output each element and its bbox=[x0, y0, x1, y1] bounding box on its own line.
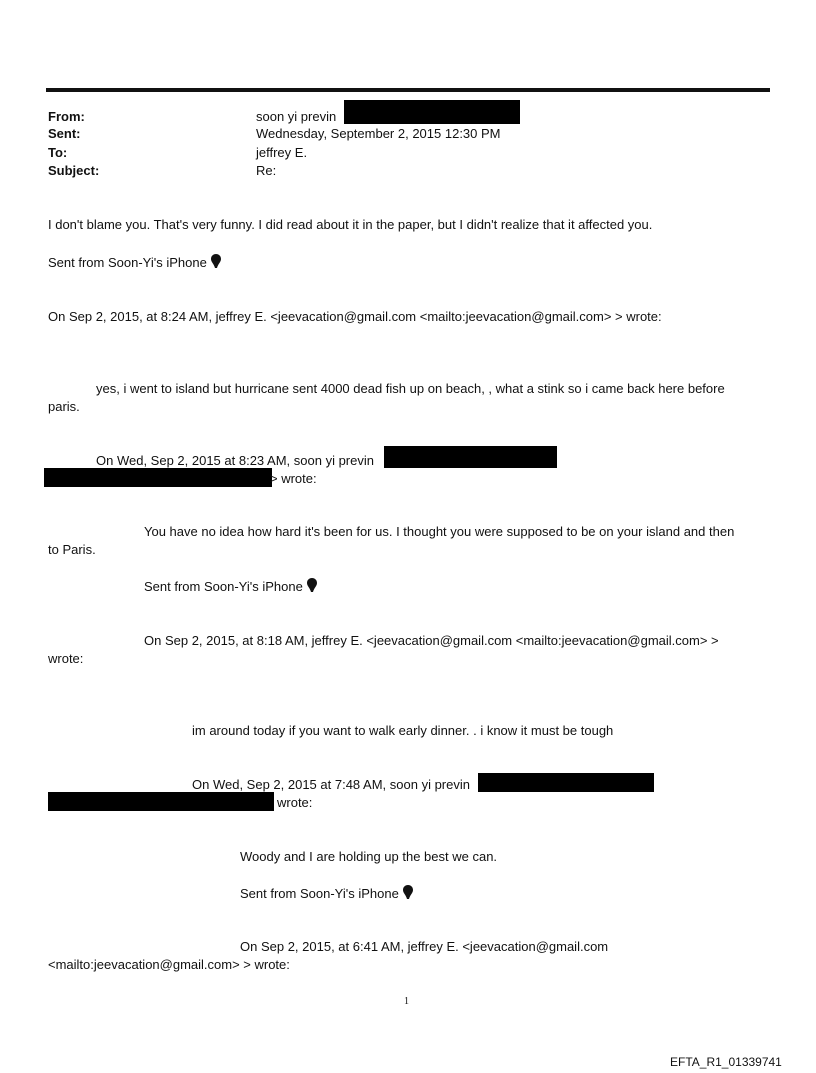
quote-attribution-1: On Sep 2, 2015, at 8:24 AM, jeffrey E. <jeevacation@gmail.com <mailto:jeevacation@gmail.com> > wrote: bbox=[48, 309, 662, 324]
redaction-block bbox=[384, 446, 557, 468]
quote-1-line-1: yes, i went to island but hurricane sent 4000 dead fish up on beach, , what a stink so i came back here before bbox=[96, 381, 725, 396]
signature-text: Sent from Soon-Yi's iPhone bbox=[48, 255, 207, 270]
document-id: EFTA_R1_01339741 bbox=[670, 1055, 782, 1069]
signature-line bbox=[144, 578, 317, 596]
signature-text: Sent from Soon-Yi's iPhone bbox=[144, 579, 303, 594]
quote-attribution-4: On Wed, Sep 2, 2015 at 7:48 AM, soon yi previn bbox=[192, 777, 470, 792]
signature-text: Sent from Soon-Yi's iPhone bbox=[240, 886, 399, 901]
page-number: 1 bbox=[404, 996, 409, 1007]
redaction-block bbox=[44, 468, 272, 487]
signature-line bbox=[48, 254, 221, 272]
to-label: To: bbox=[48, 145, 68, 160]
quote-attribution-3-wrote: wrote: bbox=[48, 651, 84, 666]
quote-1-line-2: paris. bbox=[48, 399, 80, 414]
quote-attribution-3: On Sep 2, 2015, at 8:18 AM, jeffrey E. <jeevacation@gmail.com <mailto:jeevacation@gmail.com> > bbox=[144, 633, 719, 648]
quote-5-text: Woody and I are holding up the best we can. bbox=[240, 849, 498, 864]
sent-label: Sent: bbox=[48, 126, 81, 141]
quote-4-text: im around today if you want to walk early dinner. . i know it must be tough bbox=[192, 723, 614, 738]
message-paragraph: I don't blame you. That's very funny. I did read about it in the paper, but I didn't realize that it affected you. bbox=[48, 217, 653, 232]
map-pin-icon bbox=[307, 578, 317, 596]
quote-attribution-5: On Sep 2, 2015, at 6:41 AM, jeffrey E. <jeevacation@gmail.com bbox=[240, 939, 609, 954]
redaction-block bbox=[344, 100, 520, 124]
quote-3-line-1: You have no idea how hard it's been for us. I thought you were supposed to be on your island and then bbox=[144, 524, 735, 539]
map-pin-icon bbox=[211, 254, 221, 272]
from-value: soon yi previn bbox=[256, 109, 337, 124]
header-divider bbox=[46, 88, 770, 92]
map-pin-icon bbox=[403, 885, 413, 903]
quote-2-wrote: > wrote: bbox=[270, 471, 317, 486]
redaction-block bbox=[48, 792, 274, 811]
quote-3-line-2: to Paris. bbox=[48, 542, 96, 557]
signature-line bbox=[240, 885, 413, 903]
sent-value: Wednesday, September 2, 2015 12:30 PM bbox=[256, 126, 501, 141]
quote-4-wrote: wrote: bbox=[277, 795, 313, 810]
to-value: jeffrey E. bbox=[256, 145, 308, 160]
quote-attribution-5-cont: <mailto:jeevacation@gmail.com> > wrote: bbox=[48, 957, 290, 972]
subject-label: Subject: bbox=[48, 163, 100, 178]
quote-attribution-2: On Wed, Sep 2, 2015 at 8:23 AM, soon yi previn bbox=[96, 453, 374, 468]
subject-value: Re: bbox=[256, 163, 277, 178]
redaction-block bbox=[478, 773, 654, 792]
from-label: From: bbox=[48, 109, 85, 124]
